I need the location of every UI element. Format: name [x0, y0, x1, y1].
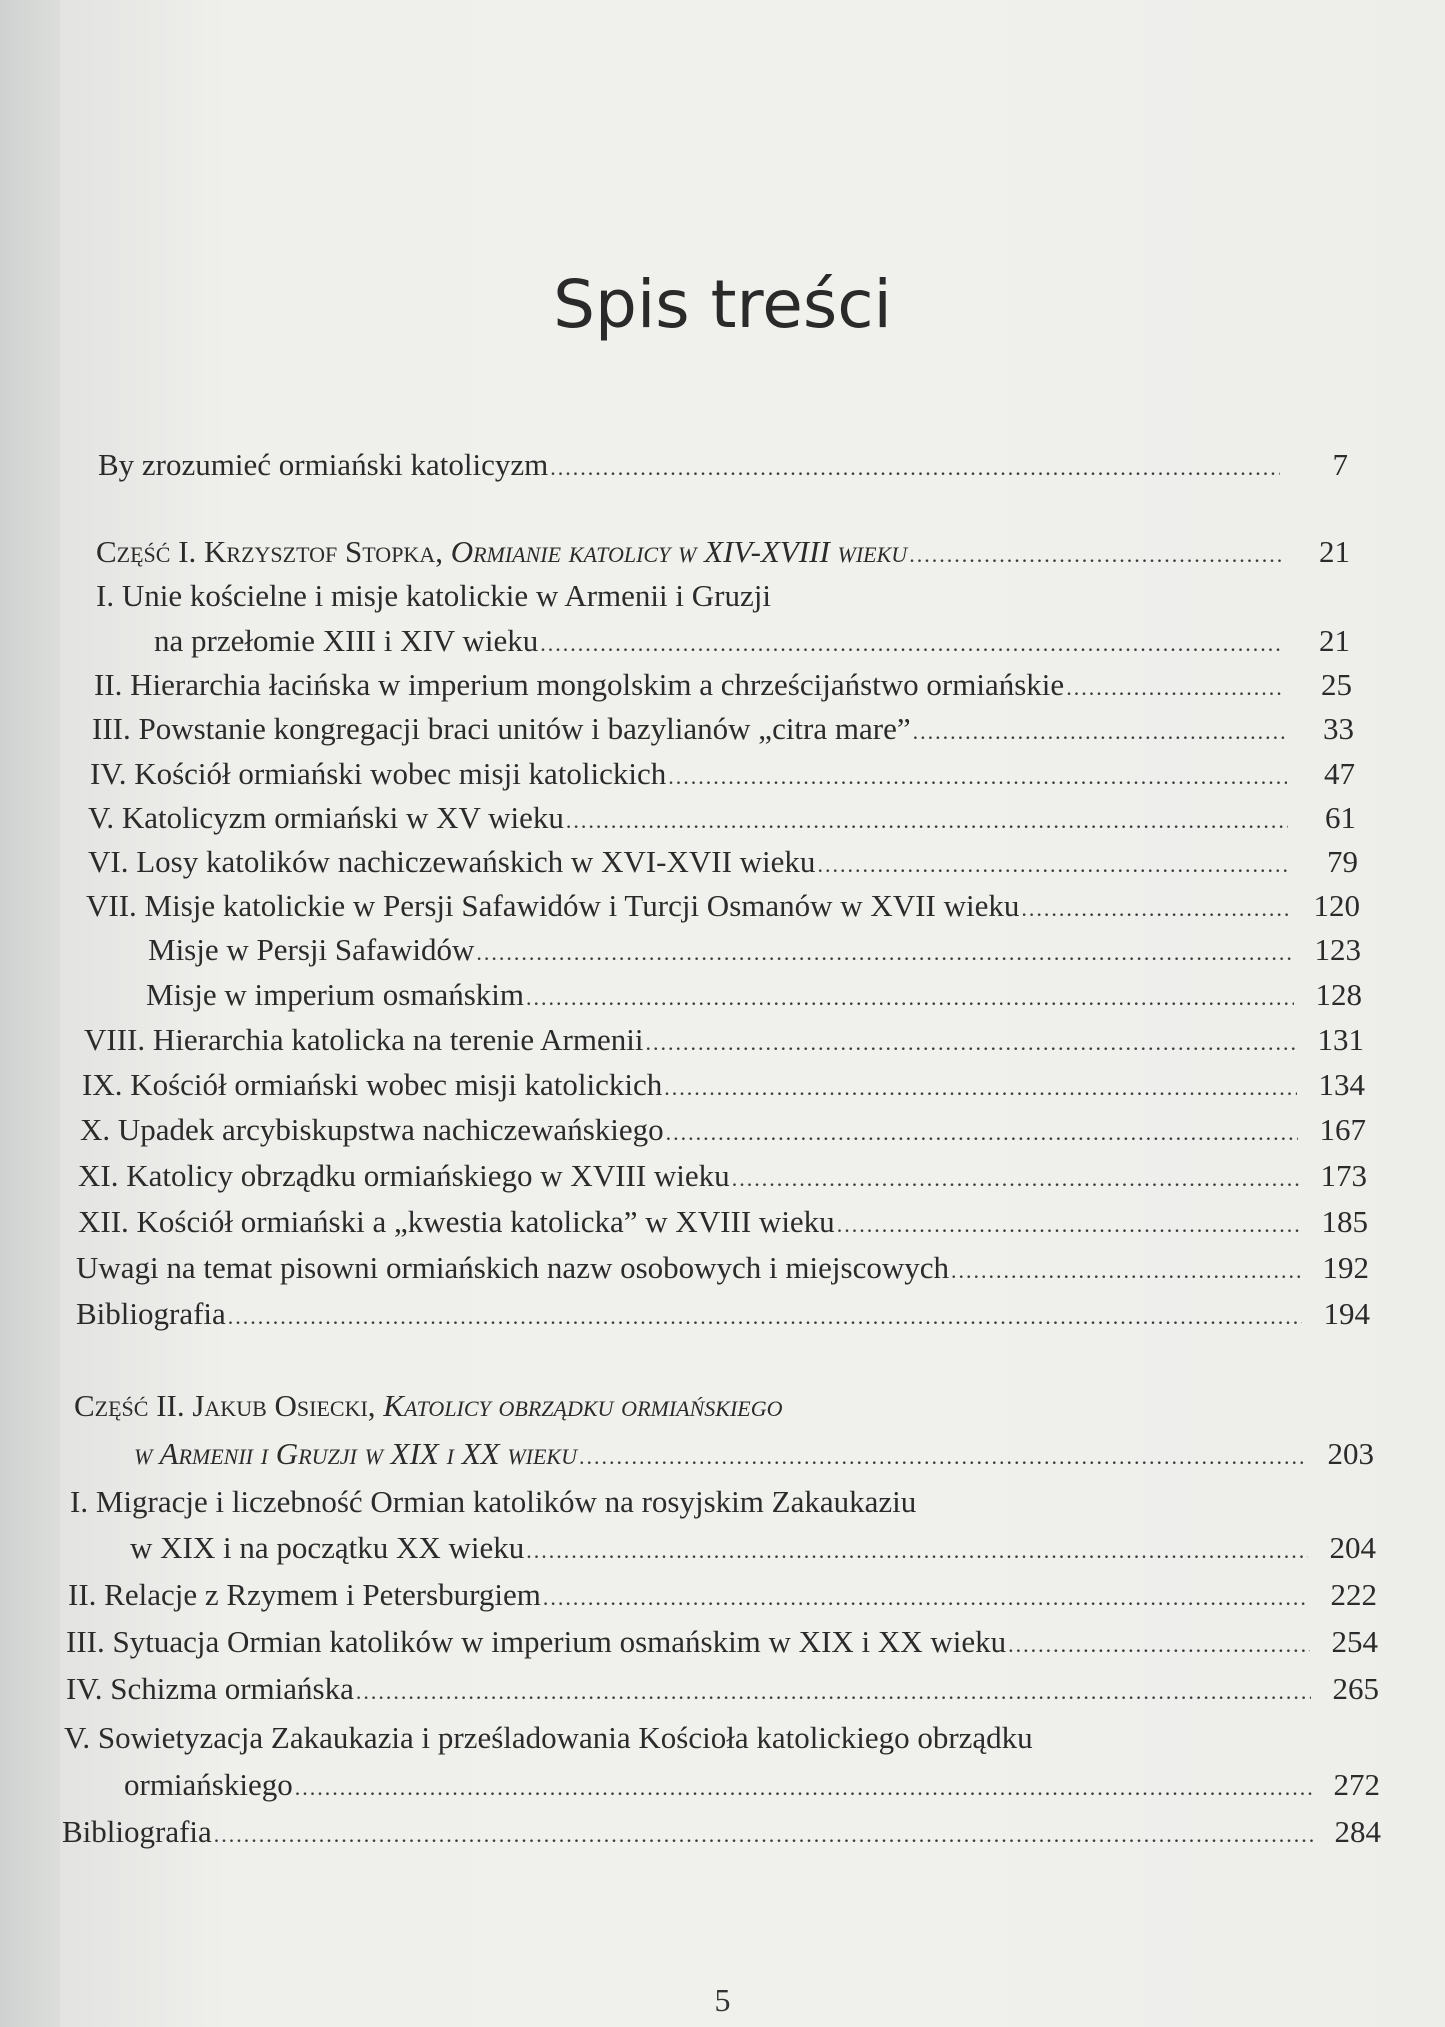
- toc-entry-label: Bibliografia: [76, 1296, 226, 1331]
- leader-dots: [951, 1251, 1301, 1291]
- toc-entry-part1-ch4[interactable]: [90, 754, 1355, 797]
- toc-page-number: 167: [1319, 1112, 1366, 1147]
- toc-entry-label: VI. Losy katolików nachiczewańskich w XVI-XVII wieku: [88, 844, 816, 879]
- toc-entry-label: XII. Kościół ormiański a „kwestia katolicka” w XVIII wieku: [78, 1204, 835, 1239]
- toc-page-number: 33: [1323, 711, 1354, 746]
- toc-page-number: 254: [1331, 1624, 1378, 1659]
- toc-page-number: 272: [1333, 1767, 1380, 1802]
- toc-page-number: 173: [1320, 1158, 1367, 1193]
- toc-entry-label: III. Powstanie kongregacji braci unitów i bazylianów „citra mare”: [92, 711, 911, 746]
- toc-entry-part1-ch5[interactable]: [88, 798, 1356, 841]
- toc-entry-label: Misje w imperium osmańskim: [146, 977, 525, 1012]
- toc-entry-part1-ch12[interactable]: [78, 1202, 1368, 1245]
- toc-entry-label: w XIX i na początku XX wieku: [130, 1530, 525, 1565]
- toc-page-number: 21: [1319, 623, 1350, 658]
- toc-page-number: 204: [1329, 1530, 1376, 1565]
- leader-dots: [356, 1672, 1311, 1712]
- leader-dots: [732, 1159, 1299, 1199]
- toc-entry-part2-ch3[interactable]: [66, 1622, 1378, 1665]
- toc-page-number: 128: [1315, 977, 1362, 1012]
- leader-dots: [913, 712, 1286, 752]
- leader-dots: [526, 978, 1294, 1018]
- part-2-book-title-line1: Katolicy obrządku ormiańskiego: [383, 1388, 783, 1423]
- toc-part-1-heading[interactable]: [96, 532, 1350, 575]
- toc-page-number: 284: [1334, 1814, 1381, 1849]
- toc-page-number: 79: [1327, 844, 1358, 879]
- toc-entry-part1-bibliography[interactable]: [76, 1294, 1370, 1337]
- leader-dots: [579, 1437, 1306, 1477]
- toc-entry-part1-ch3[interactable]: [92, 709, 1354, 752]
- leader-dots: [550, 448, 1280, 488]
- part-1-author: Krzysztof Stopka,: [204, 534, 443, 569]
- toc-page-number: 185: [1321, 1204, 1368, 1239]
- toc-entry-part2-ch5-line1[interactable]: V. Sowietyzacja Zakaukazia i prześladowania Kościoła katolickiego obrządku: [64, 1720, 1033, 1755]
- toc-entry-label: III. Sytuacja Ormian katolików w imperium osmańskim w XIX i XX wieku: [66, 1624, 1007, 1659]
- toc-page-number: 192: [1322, 1250, 1369, 1285]
- toc-page-number: 7: [1332, 447, 1348, 482]
- leader-dots: [666, 1113, 1298, 1153]
- toc-entry-part2-ch5[interactable]: [124, 1765, 1380, 1808]
- toc-entry-part1-ch11[interactable]: [78, 1156, 1367, 1199]
- toc-page-number: 47: [1324, 756, 1355, 791]
- toc-entry-part1-ch2[interactable]: [94, 665, 1352, 708]
- toc-entry-part2-ch2[interactable]: [68, 1575, 1377, 1618]
- toc-entry-label: II. Hierarchia łacińska w imperium mongolskim a chrześcijaństwo ormiańskie: [94, 667, 1065, 702]
- toc-entry-part2-ch1-line1[interactable]: I. Migracje i liczebność Ormian katolików na rosyjskim Zakaukaziu: [70, 1484, 917, 1519]
- leader-dots: [1066, 668, 1284, 708]
- leader-dots: [817, 845, 1290, 885]
- toc-page-number: 194: [1323, 1296, 1370, 1331]
- leader-dots: [1008, 1625, 1310, 1665]
- page-number: 5: [714, 1982, 731, 2018]
- toc-entry-label: ormiańskiego: [124, 1767, 293, 1802]
- toc-entry-intro[interactable]: [98, 445, 1348, 488]
- toc-entry-part1-ch8[interactable]: [84, 1020, 1364, 1063]
- leader-dots: [526, 1531, 1308, 1571]
- leader-dots: [228, 1297, 1302, 1337]
- toc-entry-label: By zrozumieć ormiański katolicyzm: [98, 447, 549, 482]
- leader-dots: [837, 1205, 1300, 1245]
- toc-entry-part1-ch1[interactable]: [154, 621, 1350, 664]
- toc-entry-label: na przełomie XIII i XIV wieku: [154, 623, 539, 658]
- toc-entry-part1-ch10[interactable]: [80, 1110, 1366, 1153]
- toc-entry-label: II. Relacje z Rzymem i Petersburgiem: [68, 1577, 541, 1612]
- part-2-author: Jakub Osiecki,: [192, 1388, 376, 1423]
- part-2-book-title-line2: w Armenii i Gruzji w XIX i XX wieku: [134, 1436, 577, 1471]
- page-title: Spis treści: [553, 266, 892, 344]
- toc-entry-part1-ch1-line1[interactable]: I. Unie kościelne i misje katolickie w Armenii i Gruzji: [96, 578, 771, 613]
- leader-dots: [543, 1578, 1309, 1618]
- toc-page-number: 61: [1325, 800, 1356, 835]
- part-2-prefix: Część II.: [74, 1388, 185, 1423]
- toc-page-number: 123: [1314, 932, 1361, 967]
- toc-page-number: 265: [1332, 1671, 1379, 1706]
- toc-page-number: 222: [1330, 1577, 1377, 1612]
- toc-page-number: 120: [1313, 888, 1360, 923]
- toc-page-number: 21: [1319, 534, 1350, 569]
- part-1-book-title: Ormianie katolicy w XIV-XVIII wieku: [450, 534, 908, 569]
- leader-dots: [668, 757, 1287, 797]
- leader-dots: [295, 1768, 1312, 1808]
- leader-dots: [664, 1068, 1297, 1108]
- toc-entry-part2-bibliography[interactable]: [62, 1812, 1381, 1855]
- leader-dots: [909, 535, 1282, 575]
- leader-dots: [540, 624, 1282, 664]
- toc-page-number: 25: [1321, 667, 1352, 702]
- toc-entry-label: Bibliografia: [62, 1814, 212, 1849]
- leader-dots: [1021, 889, 1292, 929]
- toc-entry-part2-ch4[interactable]: [66, 1669, 1379, 1712]
- leader-dots: [214, 1815, 1313, 1855]
- toc-entry-part1-ch7[interactable]: [86, 886, 1360, 929]
- toc-entry-part1-sub2[interactable]: [146, 975, 1362, 1018]
- toc-entry-label: Misje w Persji Safawidów: [148, 932, 475, 967]
- part-1-heading-label: [96, 532, 907, 572]
- toc-entry-label: XI. Katolicy obrządku ormiańskiego w XVIII wieku: [78, 1158, 730, 1193]
- toc-page-number: 131: [1317, 1022, 1364, 1057]
- toc-entry-label: IX. Kościół ormiański wobec misji katolickich: [82, 1067, 663, 1102]
- leader-dots: [566, 801, 1288, 841]
- toc-entry-label: IV. Kościół ormiański wobec misji katolickich: [90, 756, 667, 791]
- part-1-prefix: Część I.: [96, 534, 197, 569]
- toc-entry-part1-ch6[interactable]: [88, 842, 1358, 885]
- leader-dots: [645, 1023, 1296, 1063]
- toc-entry-part2-ch1[interactable]: [130, 1528, 1376, 1571]
- toc-entry-label: Uwagi na temat pisowni ormiańskich nazw osobowych i miejscowych: [76, 1250, 949, 1285]
- leader-dots: [476, 933, 1293, 973]
- toc-entry-part1-notes[interactable]: [76, 1248, 1369, 1291]
- toc-page-number: 134: [1318, 1067, 1365, 1102]
- toc-page-number: 203: [1327, 1436, 1374, 1471]
- toc-entry-label: V. Katolicyzm ormiański w XV wieku: [88, 800, 564, 835]
- toc-part-2-heading-line1[interactable]: [74, 1386, 782, 1426]
- toc-entry-part1-sub1[interactable]: [148, 930, 1361, 973]
- toc-entry-part1-ch9[interactable]: [82, 1065, 1365, 1108]
- toc-part-2-heading[interactable]: [134, 1434, 1374, 1477]
- toc-entry-label: IV. Schizma ormiańska: [66, 1671, 354, 1706]
- toc-entry-label: X. Upadek arcybiskupstwa nachiczewańskiego: [80, 1112, 664, 1147]
- toc-entry-label: VII. Misje katolickie w Persji Safawidów i Turcji Osmanów w XVII wieku: [86, 888, 1020, 923]
- toc-entry-label: VIII. Hierarchia katolicka na terenie Armenii: [84, 1022, 644, 1057]
